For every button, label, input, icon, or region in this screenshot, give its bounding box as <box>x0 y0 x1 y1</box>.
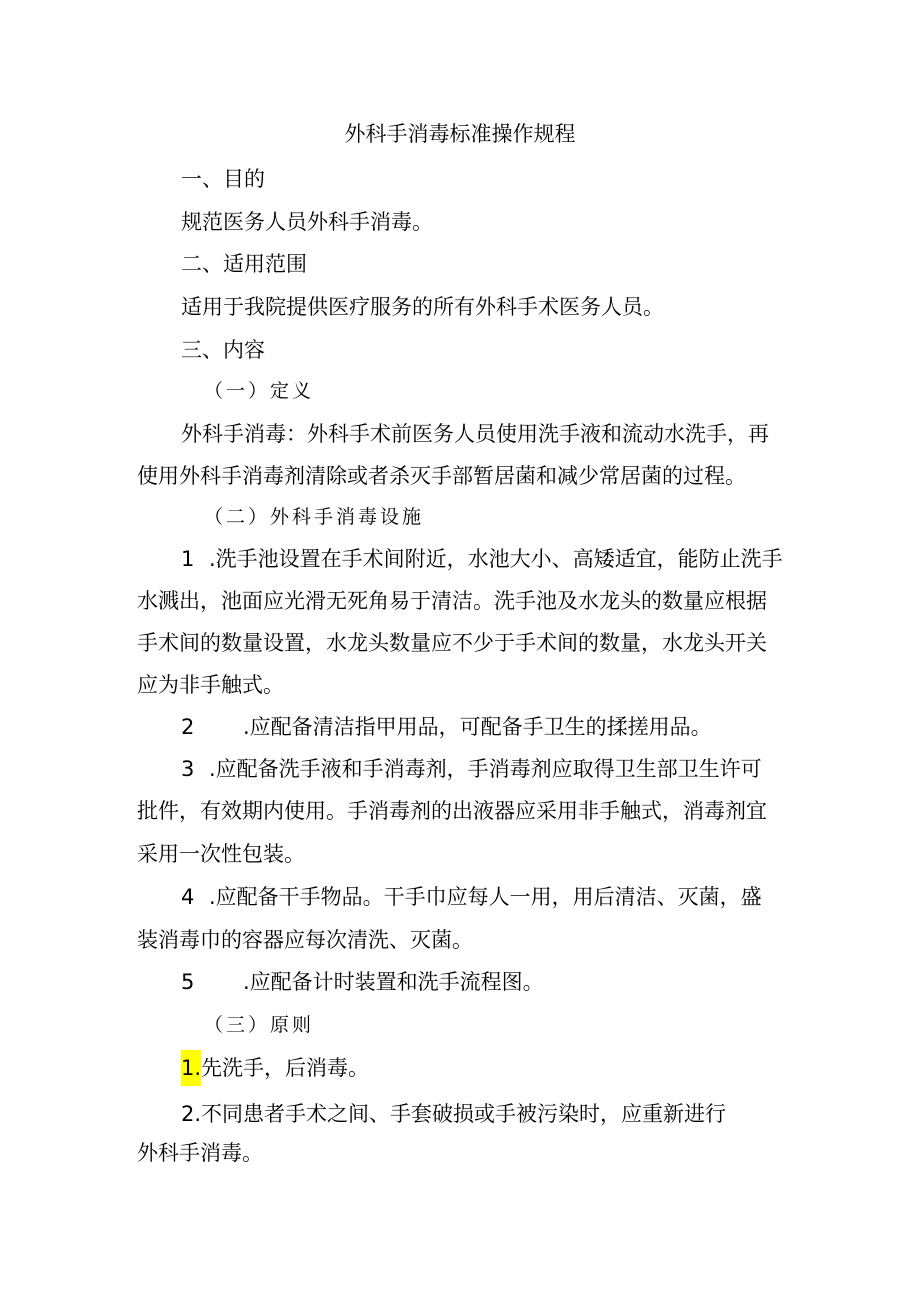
facility-item-3-number: 3 <box>181 757 195 781</box>
facility-item-5-line-1 <box>181 969 544 995</box>
principle-item-2-line-2: 外科手消毒。 <box>137 1141 263 1165</box>
section-heading-content: 三、内容 <box>181 338 265 362</box>
facility-item-4-text: .应配备干手物品。干手巾应每人一用，用后清洁、灭菌，盛 <box>209 885 762 909</box>
section-text-scope: 适用于我院提供医疗服务的所有外科手术医务人员。 <box>181 295 664 319</box>
definition-line-2: 使用外科手消毒剂清除或者杀灭手部暂居菌和减少常居菌的过程。 <box>137 464 746 488</box>
principle-item-1 <box>181 1055 369 1081</box>
principle-item-1-text: 先洗手，后消毒。 <box>201 1056 370 1080</box>
facility-item-4-line-1 <box>181 884 762 910</box>
facility-item-1-text: .洗手池设置在手术间附近，水池大小、高矮适宜，能防止洗手 <box>209 547 783 571</box>
facility-item-1-line-1 <box>181 546 783 572</box>
subheading-facilities: （二）外科手消毒设施 <box>204 506 425 528</box>
facility-item-2-line-1 <box>181 714 712 740</box>
definition-line-1: 外科手消毒：外科手术前医务人员使用洗手液和流动水洗手，再 <box>181 422 769 446</box>
facility-item-5-number: 5 <box>181 970 195 994</box>
facility-item-4-line-2: 装消毒巾的容器应每次清洗、灭菌。 <box>137 928 473 952</box>
facility-item-3-line-3: 采用一次性包装。 <box>137 842 305 866</box>
facility-item-2-text: .应配备清洁指甲用品，可配备手卫生的揉搓用品。 <box>243 715 712 739</box>
facility-item-3-line-2: 批件，有效期内使用。手消毒剂的出液器应采用非手触式，消毒剂宜 <box>137 799 767 823</box>
facility-item-2-number: 2 <box>181 715 195 739</box>
facility-item-3-text: .应配备洗手液和手消毒剂，手消毒剂应取得卫生部卫生许可 <box>209 757 762 781</box>
facility-item-1-line-2: 水溅出，池面应光滑无死角易于清洁。洗手池及水龙头的数量应根据 <box>137 589 767 613</box>
facility-item-1-line-3: 手术间的数量设置，水龙头数量应不少于手术间的数量，水龙头开关 <box>137 631 767 655</box>
facility-item-3-line-1 <box>181 756 762 782</box>
facility-item-4-number: 4 <box>181 885 195 909</box>
principle-item-2-line-1: 2.不同患者手术之间、手套破损或手被污染时，应重新进行 <box>181 1102 727 1126</box>
subheading-definition: （一）定义 <box>204 380 315 402</box>
principle-item-1-number-highlight: 1. <box>181 1050 201 1086</box>
section-text-purpose: 规范医务人员外科手消毒。 <box>181 210 433 234</box>
section-heading-purpose: 一、目的 <box>181 167 265 191</box>
facility-item-1-number: 1 <box>181 547 195 571</box>
facility-item-1-line-4: 应为非手触式。 <box>137 673 284 697</box>
section-heading-scope: 二、适用范围 <box>181 252 307 276</box>
subheading-principles: （三）原则 <box>204 1014 315 1036</box>
document-title: 外科手消毒标准操作规程 <box>344 122 576 146</box>
facility-item-5-text: .应配备计时装置和洗手流程图。 <box>243 970 544 994</box>
